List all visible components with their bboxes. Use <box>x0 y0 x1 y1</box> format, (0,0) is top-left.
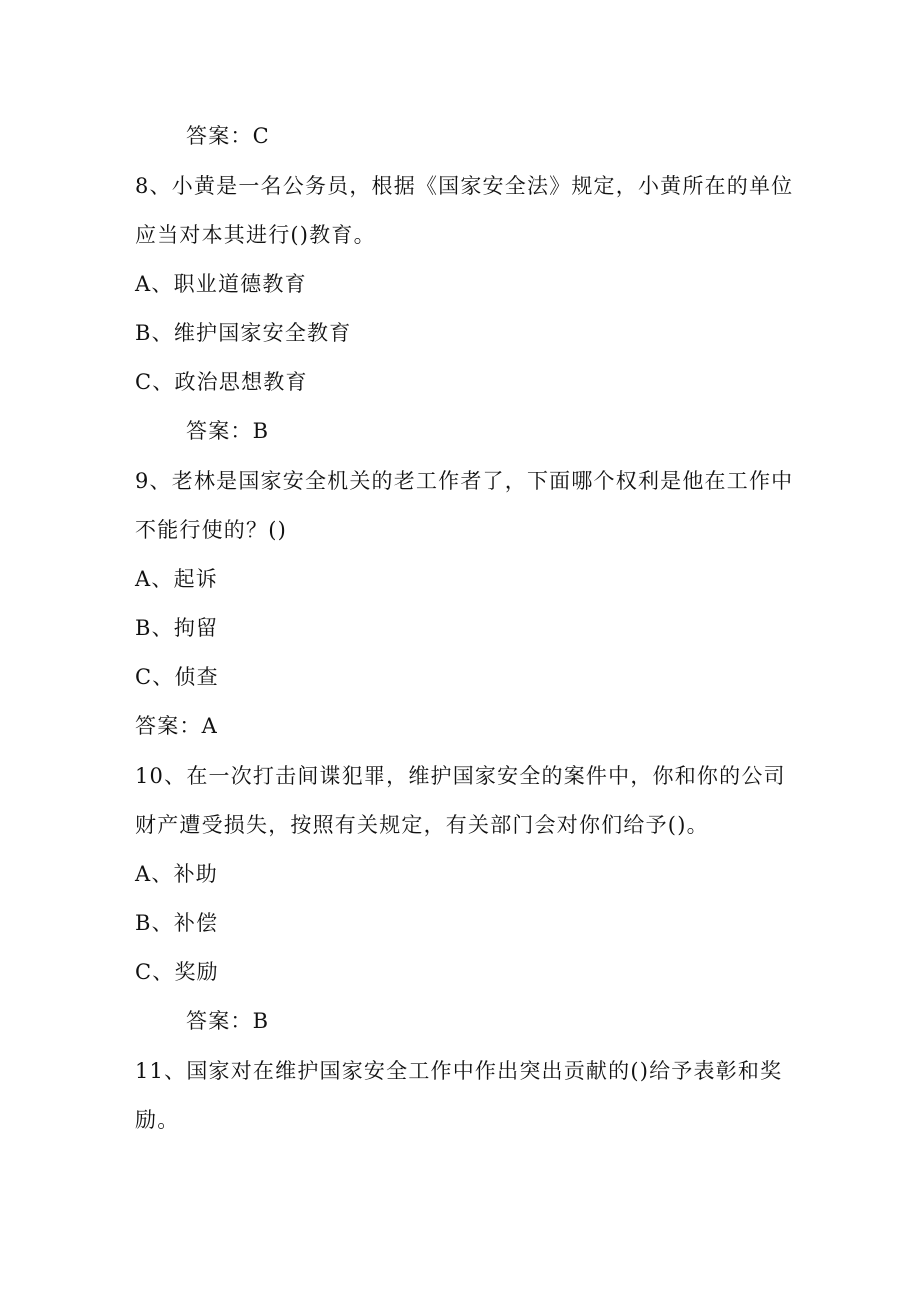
question-9-text: 9、老林是国家安全机关的老工作者了，下面哪个权利是他在工作中 <box>135 469 794 493</box>
question-10-answer: 答案：B <box>186 1009 270 1033</box>
answer-text: 答案：C <box>186 124 270 148</box>
question-8-text: 8、小黄是一名公务员，根据《国家安全法》规定，小黄所在的单位 <box>135 174 794 198</box>
question-9-option-c: C、侦查 <box>135 665 219 689</box>
question-9-option-b: B、拘留 <box>135 616 219 640</box>
question-9-option-a: A、起诉 <box>135 567 218 591</box>
question-8-option-c: C、政治思想教育 <box>135 370 308 394</box>
question-8-text-continued: 应当对本其进行()教育。 <box>135 223 376 247</box>
question-9-answer: 答案：A <box>135 714 218 738</box>
question-10-option-b: B、补偿 <box>135 911 219 935</box>
question-11-text: 11、国家对在维护国家安全工作中作出突出贡献的()给予表彰和奖 <box>135 1059 783 1083</box>
question-8-answer: 答案：B <box>186 419 270 443</box>
question-10-text-continued: 财产遭受损失，按照有关规定，有关部门会对你们给予()。 <box>135 813 709 837</box>
question-8-option-a: A、职业道德教育 <box>135 272 307 296</box>
question-10-option-a: A、补助 <box>135 862 218 886</box>
question-9-text-continued: 不能行使的？() <box>135 518 287 542</box>
question-8-option-b: B、维护国家安全教育 <box>135 321 352 345</box>
question-10-option-c: C、奖励 <box>135 960 219 984</box>
question-11-text-continued: 励。 <box>135 1108 180 1132</box>
question-10-text: 10、在一次打击间谍犯罪，维护国家安全的案件中，你和你的公司 <box>135 764 786 788</box>
